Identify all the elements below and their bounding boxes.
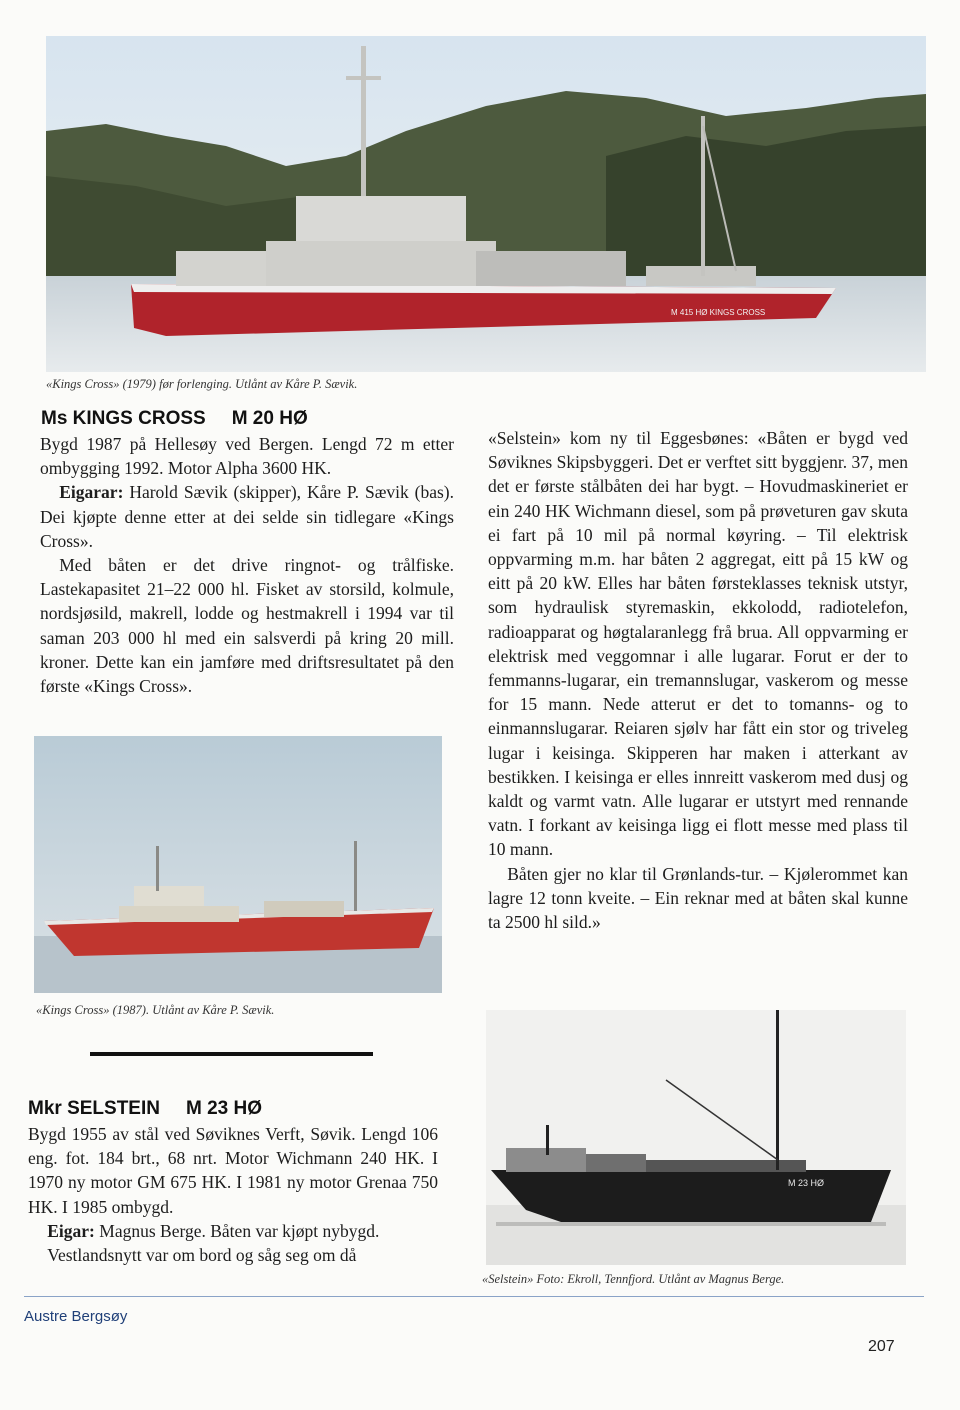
selstein-heading-name: Mkr SELSTEIN xyxy=(28,1098,160,1119)
selstein-owner xyxy=(28,1219,438,1243)
selstein-owner-text: Magnus Berge. Båten var kjøpt nybygd. xyxy=(94,1220,380,1241)
footer-rule xyxy=(24,1296,924,1297)
selstein-build-info: Bygd 1955 av stål ved Søviknes Verft, Søvik. Lengd 106 eng. fot. 184 brt., 68 nrt. Motor Wichmann 240 HK. I 1970 ny motor GM 675 HK. I 1981 ny motor Grenaa 750 HK. I 1985 ombygd. xyxy=(28,1124,438,1217)
selstein-article-main: «Selstein» kom ny til Eggesbønes: «Båten er bygd ved Søviknes Skipsbyggeri. Det er verftet sitt byggjenr. 37, men det er første stålbåten dei har bygt. – Hovudmaskineriet er ein 240 HK Wichmann diesel, som på prøveturen gav skuta ei fart på 10 mil på normal køyring. – Til elektrisk oppvarming m.m. har båten 2 aggregat, eitt på 15 kW og eitt på 20 kW. Elles har båten førsteklasses teknisk utstyr, som hydraulisk styremaskin, ekkolodd, radiotelefon, radioapparat og høgtalaranlegg frå brua. All oppvarming er elektrisk med veggomnar i alle lugarar. Forut er der to femmanns-lugarar, ein tremannslugar, vaskerom og messe for 15 mann. Nede atterut er det to tomanns- og to einmannslugarar. Reiaren sjølv har fått ein stor og triveleg lugar i keisinga. Skipperen har maken i atterkant av bestikken. I keisinga er elles innreitt vaskerom med dusj og kaldt og varmt vatn. Alle lugarar er utstyrt med rennande vatn. I forkant av keisinga ligg ei flott messe med plass til 10 mann. xyxy=(488,428,908,860)
hull-registration-kings-cross-1979: M 415 HØ KINGS CROSS xyxy=(671,308,766,317)
footer-section-title: Austre Bergsøy xyxy=(24,1308,128,1325)
kings-cross-heading xyxy=(41,408,308,430)
photo-caption-selstein: «Selstein» Foto: Ekroll, Tennfjord. Utlånt av Magnus Berge. xyxy=(482,1272,785,1286)
kings-cross-heading-registration: M 20 HØ xyxy=(231,408,308,429)
selstein-heading-registration: M 23 HØ xyxy=(185,1098,263,1119)
photo-kings-cross-1987 xyxy=(34,736,442,993)
selstein-visit-text: Vestlandsnytt var om bord og såg seg om då xyxy=(47,1245,357,1266)
selstein-article-closing: Båten gjer no klar til Grønlands-tur. – Kjølerommet kan lagre 12 tonn kveite. – Ein reknar med at båten skal kunne ta 2500 hl sild.» xyxy=(488,863,908,933)
hull-registration-selstein: M 23 HØ xyxy=(788,1178,825,1188)
kings-cross-fishing-info: Med båten er det drive ringnot- og trålfiske. Lastekapasitet 21–22 000 hl. Fisket av storsild, kolmule, nordsjøsild, makrell, lodde og hestmakrell i 1994 var til saman 203 000 hl med ein salsverdi på kring 20 mill. kroner. Dette kan ein jamføre med driftsresultatet på den første «Kings Cross». xyxy=(40,555,454,697)
kings-cross-body xyxy=(40,432,454,698)
section-divider xyxy=(90,1052,373,1056)
photo-kings-cross-1979 xyxy=(46,36,926,372)
kings-cross-build-info: Bygd 1987 på Hellesøy ved Bergen. Lengd 72 m etter ombygging 1992. Motor Alpha 3600 HK. xyxy=(40,434,454,479)
photo-selstein xyxy=(486,1010,906,1265)
selstein-heading xyxy=(28,1098,262,1120)
selstein-owner-label: Eigar: xyxy=(47,1220,95,1241)
kings-cross-heading-name: Ms KINGS CROSS xyxy=(41,408,206,429)
selstein-body xyxy=(28,1122,438,1267)
page-number: 207 xyxy=(868,1338,895,1355)
selstein-article xyxy=(488,426,908,934)
kings-cross-owners-text: Harold Sævik (skipper), Kåre P. Sævik (bas). Dei kjøpte denne etter at dei selde sin tidlegare «Kings Cross». xyxy=(40,482,454,551)
kings-cross-owners xyxy=(40,480,454,553)
photo-caption-kings-cross-1987: «Kings Cross» (1987). Utlånt av Kåre P. Sævik. xyxy=(36,1003,275,1017)
kings-cross-owners-label: Eigarar: xyxy=(59,482,124,503)
photo-caption-kings-cross-1979: «Kings Cross» (1979) før forlenging. Utlånt av Kåre P. Sævik. xyxy=(46,377,358,391)
